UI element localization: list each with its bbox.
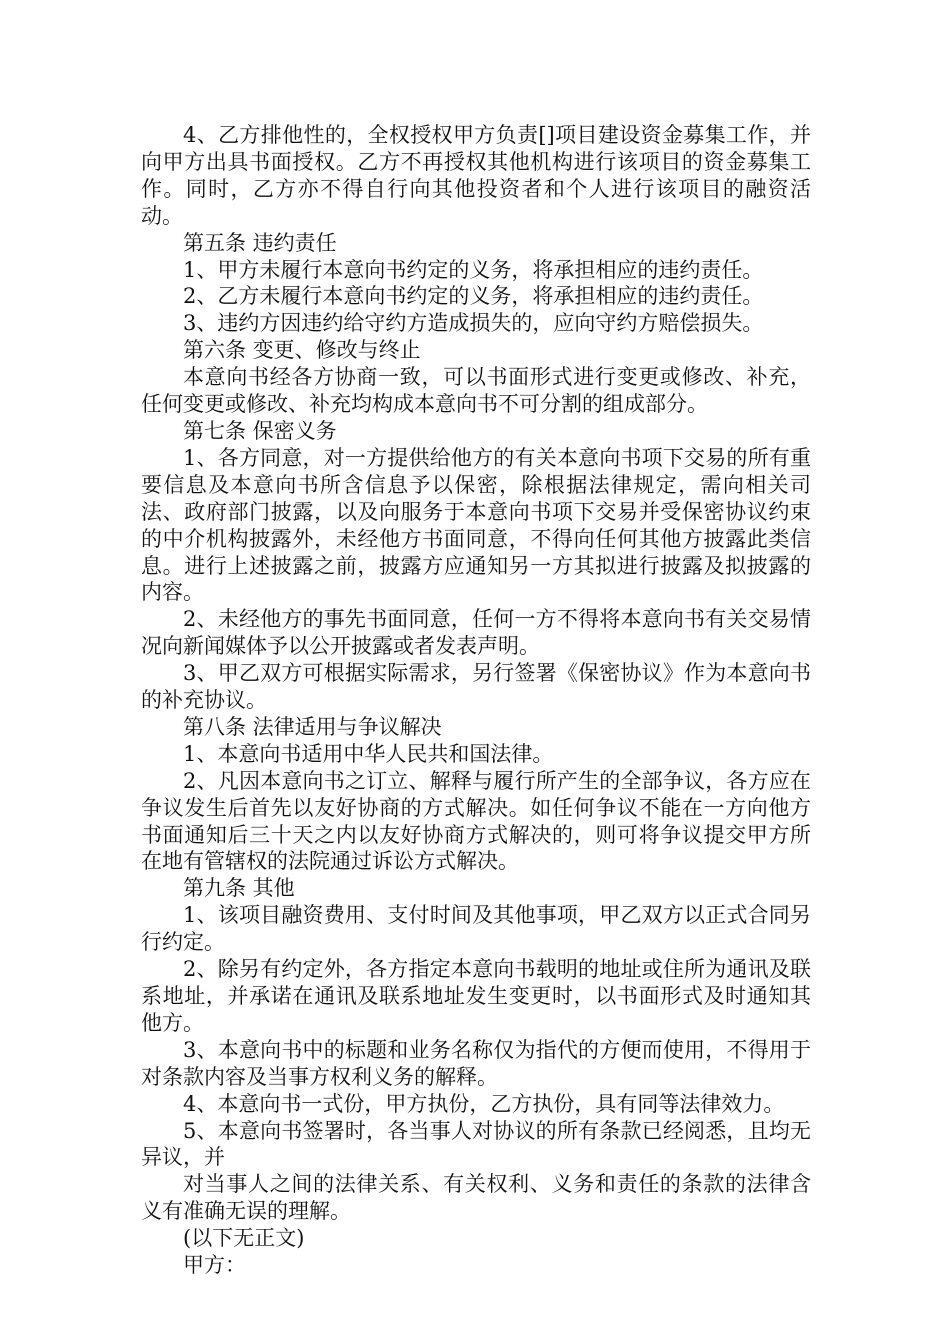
article-5-heading: 第五条 违约责任 [183, 230, 337, 255]
document-body [141, 122, 811, 1279]
article-9-heading: 第九条 其他 [183, 876, 295, 901]
article-7-heading: 第七条 保密义务 [183, 418, 337, 443]
article-7-item-1: 1、各方同意，对一方提供给他方的有关本意向书项下交易的所有重要信息及本意向书所含信息予以保密，除根据法律规定，需向相关司法、政府部门披露，以及向服务于本意向书项下交易并受保密协议约束的中介机构披露外，未经他方书面同意，不得向任何其他方披露此类信息。进行上述披露之前，披露方应通知另一方其拟进行披露及拟披露的内容。 [141, 445, 811, 605]
article-9-item-1: 1、该项目融资费用、支付时间及其他事项，甲乙双方以正式合同另行约定。 [141, 903, 811, 955]
party-a-signature-label: 甲方： [183, 1253, 246, 1278]
article-5-item-2: 2、乙方未履行本意向书约定的义务，将承担相应的违约责任。 [183, 284, 764, 309]
article-9-item-5-continued: 对当事人之间的法律关系、有关权利、义务和责任的条款的法律含义有准确无误的理解。 [141, 1172, 811, 1224]
clause-4-authorization: 4、乙方排他性的，全权授权甲方负责[]项目建设资金募集工作，并向甲方出具书面授权。乙方不再授权其他机构进行该项目的资金募集工作。同时，乙方亦不得自行向其他投资者和个人进行该项目的融资活动。 [141, 123, 811, 228]
article-7-item-3: 3、甲乙双方可根据实际需求，另行签署《保密协议》作为本意向书的补充协议。 [141, 661, 811, 713]
article-8-item-1: 1、本意向书适用中华人民共和国法律。 [183, 741, 554, 766]
article-5-item-1: 1、甲方未履行本意向书约定的义务，将承担相应的违约责任。 [183, 257, 764, 282]
article-9-item-2: 2、除另有约定外，各方指定本意向书载明的地址或住所为通讯及联系地址，并承诺在通讯及联系地址发生变更时，以书面形式及时通知其他方。 [141, 957, 811, 1035]
article-9-item-5: 5、本意向书签署时，各当事人对协议的所有条款已经阅悉，且均无异议，并 [141, 1118, 811, 1170]
article-6-heading: 第六条 变更、修改与终止 [183, 338, 421, 363]
article-5-item-3: 3、违约方因违约给守约方造成损失的，应向守约方赔偿损失。 [183, 311, 764, 336]
end-of-text-note: (以下无正文) [183, 1226, 305, 1251]
article-7-item-2: 2、未经他方的事先书面同意，任何一方不得将本意向书有关交易情况向新闻媒体予以公开披露或者发表声明。 [141, 607, 811, 659]
article-9-item-4: 4、本意向书一式份，甲方执份，乙方执份，具有同等法律效力。 [183, 1091, 785, 1116]
article-9-item-3: 3、本意向书中的标题和业务名称仅为指代的方便而使用，不得用于对条款内容及当事方权利义务的解释。 [141, 1037, 811, 1089]
article-6-body: 本意向书经各方协商一致，可以书面形式进行变更或修改、补充，任何变更或修改、补充均构成本意向书不可分割的组成部分。 [141, 365, 811, 417]
article-8-heading: 第八条 法律适用与争议解决 [183, 714, 442, 739]
article-8-item-2: 2、凡因本意向书之订立、解释与履行所产生的全部争议，各方应在争议发生后首先以友好协商的方式解决。如任何争议不能在一方向他方书面通知后三十天之内以友好协商方式解决的，则可将争议提交甲方所在地有管辖权的法院通过诉讼方式解决。 [141, 768, 811, 874]
